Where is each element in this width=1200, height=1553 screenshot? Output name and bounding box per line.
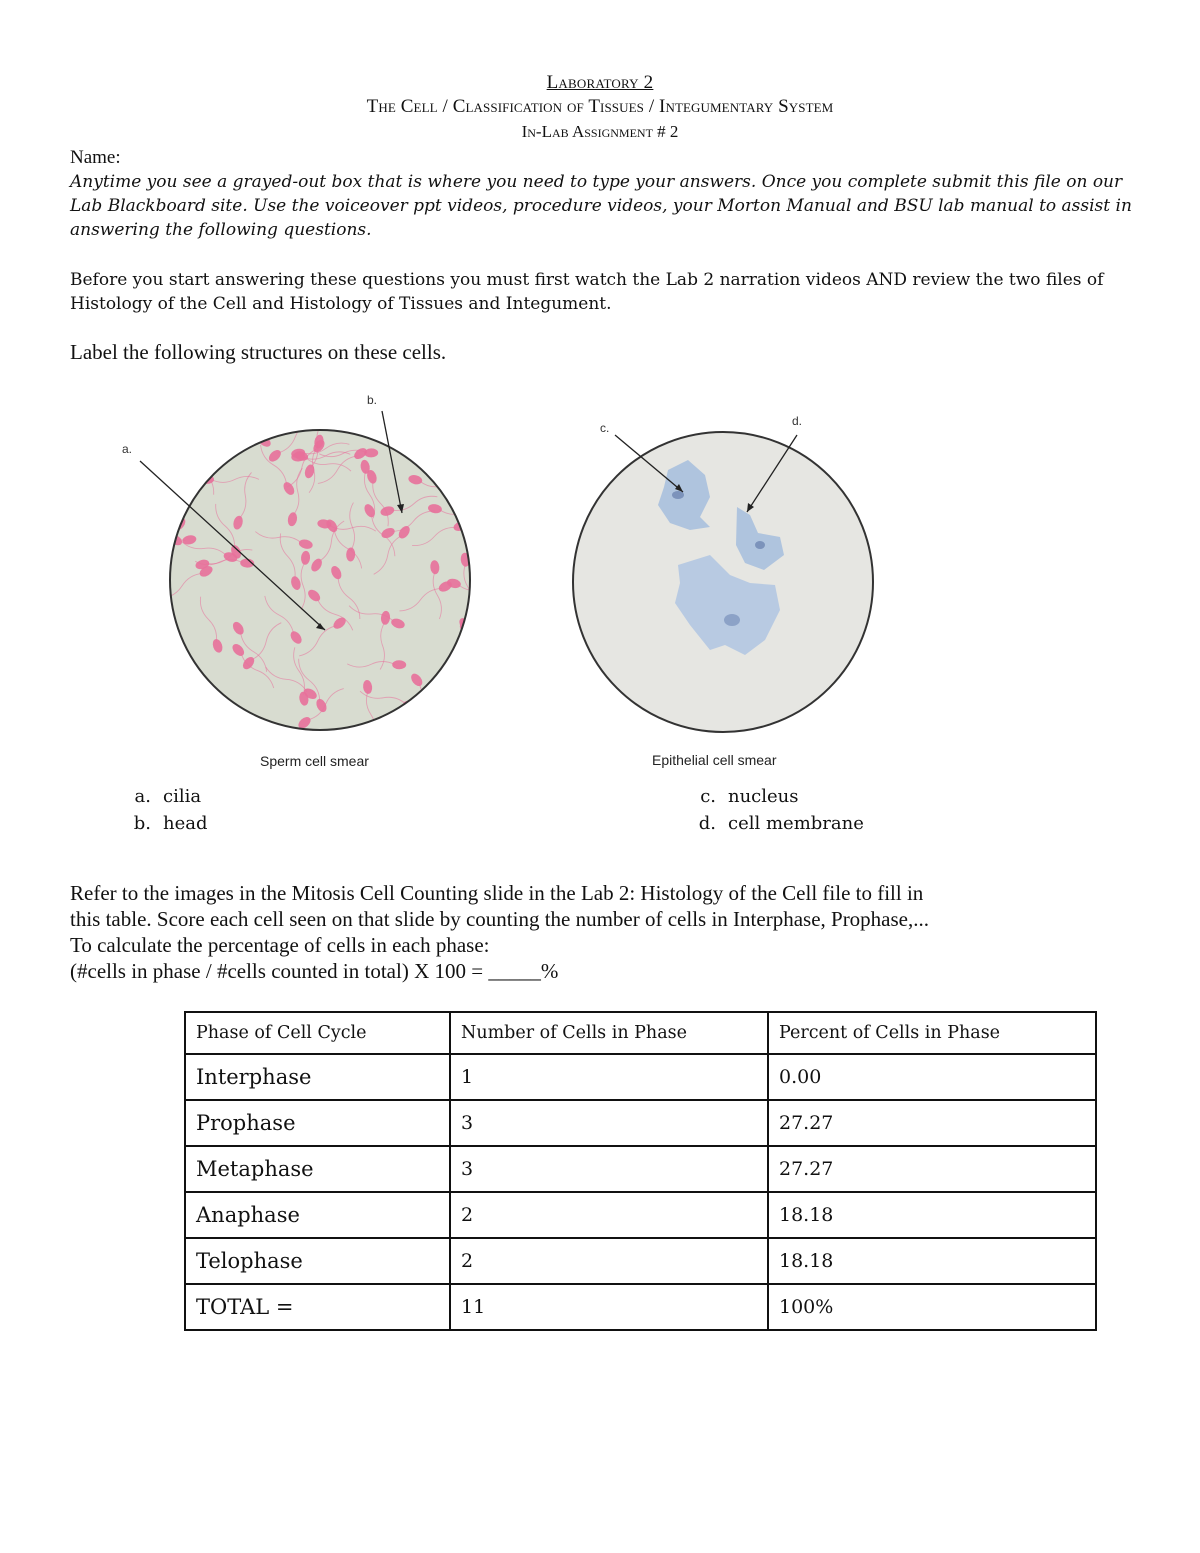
- pointer-label-d: d.: [792, 414, 803, 428]
- phase-cell: Anaphase: [185, 1192, 450, 1238]
- epithelial-nucleus-2: [755, 541, 765, 549]
- pointer-label-b: b.: [367, 393, 378, 407]
- list-item: b. head: [133, 813, 208, 834]
- refer-instructions: [70, 880, 1150, 984]
- phase-cell: Prophase: [185, 1100, 450, 1146]
- list-item: d. cell membrane: [698, 813, 864, 834]
- pointer-label-a: a.: [122, 442, 133, 456]
- answer-list-right: [683, 783, 864, 837]
- answer-list-left: [118, 783, 208, 837]
- header-number: Number of Cells in Phase: [450, 1012, 768, 1054]
- instructions-paragraph: Anytime you see a grayed-out box that is where you need to type your answers. Once you complete submit this file on our Lab Blackboard site. Use the voiceover ppt videos, procedure videos, your Morton Manual and BSU lab manual to assist in answering the following questions.: [70, 172, 1132, 240]
- phase-cell: Metaphase: [185, 1146, 450, 1192]
- table-row: [185, 1192, 1096, 1238]
- percent-cell[interactable]: 27.27: [768, 1146, 1096, 1192]
- sperm-cell: [189, 697, 202, 745]
- table-header-row: [185, 1012, 1096, 1054]
- sperm-cell: [125, 649, 184, 675]
- header-phase: Phase of Cell Cycle: [185, 1012, 450, 1054]
- phase-cell: Interphase: [185, 1054, 450, 1100]
- epithelial-nucleus-1: [672, 491, 684, 499]
- sperm-cell: [173, 698, 233, 718]
- percent-cell[interactable]: 100%: [768, 1284, 1096, 1330]
- sperm-cell: [450, 668, 495, 719]
- percent-cell[interactable]: 18.18: [768, 1238, 1096, 1284]
- pointer-label-c: c.: [600, 421, 610, 435]
- refer-line: To calculate the percentage of cells in each phase:: [70, 933, 490, 957]
- phase-cell: TOTAL =: [185, 1284, 450, 1330]
- table-row: [185, 1100, 1096, 1146]
- list-item: a. cilia: [134, 786, 202, 807]
- refer-line: Refer to the images in the Mitosis Cell Counting slide in the Lab 2: Histology of the Cell file to fill in: [70, 881, 924, 905]
- table-row: [185, 1238, 1096, 1284]
- phase-cell: Telophase: [185, 1238, 450, 1284]
- refer-line: this table. Score each cell seen on that slide by counting the number of cells in Interphase, Prophase,...: [70, 907, 930, 931]
- epithelial-nucleus-3: [724, 614, 740, 626]
- percent-cell[interactable]: 0.00: [768, 1054, 1096, 1100]
- number-cell[interactable]: 3: [450, 1100, 768, 1146]
- table-row: [185, 1284, 1096, 1330]
- refer-line: (#cells in phase / #cells counted in total) X 100 = _____%: [70, 959, 559, 983]
- cell-cycle-table: [184, 1011, 1097, 1331]
- number-cell[interactable]: 2: [450, 1192, 768, 1238]
- epithelial-cell-smear-image: [560, 405, 890, 745]
- sperm-cell-smear-image: [110, 385, 510, 745]
- list-item: c. nucleus: [700, 786, 799, 807]
- table-row: [185, 1054, 1096, 1100]
- before-you-start-paragraph: Before you start answering these questions you must first watch the Lab 2 narration videos AND review the two files of Histology of the Cell and Histology of Tissues and Integument.: [70, 270, 1104, 314]
- number-cell[interactable]: 2: [450, 1238, 768, 1284]
- lab-title-heading: The Cell / Classification of Tissues / Integumentary System: [366, 96, 834, 117]
- epithelial-caption: Epithelial cell smear: [652, 752, 777, 768]
- sperm-cell: [151, 664, 206, 703]
- assignment-heading: In-Lab Assignment # 2: [521, 122, 679, 141]
- number-cell[interactable]: 1: [450, 1054, 768, 1100]
- sperm-caption: Sperm cell smear: [260, 753, 369, 769]
- percent-cell[interactable]: 27.27: [768, 1100, 1096, 1146]
- sperm-field-background: [170, 430, 470, 730]
- lab-number-heading: Laboratory 2: [546, 72, 654, 93]
- header-percent: Percent of Cells in Phase: [768, 1012, 1096, 1054]
- percent-cell[interactable]: 18.18: [768, 1192, 1096, 1238]
- name-label: Name:: [70, 147, 121, 168]
- number-cell[interactable]: 11: [450, 1284, 768, 1330]
- sperm-cell: [147, 421, 207, 443]
- label-structures-heading: Label the following structures on these cells.: [70, 340, 447, 364]
- table-row: [185, 1146, 1096, 1192]
- number-cell[interactable]: 3: [450, 1146, 768, 1192]
- sperm-cell: [220, 407, 273, 449]
